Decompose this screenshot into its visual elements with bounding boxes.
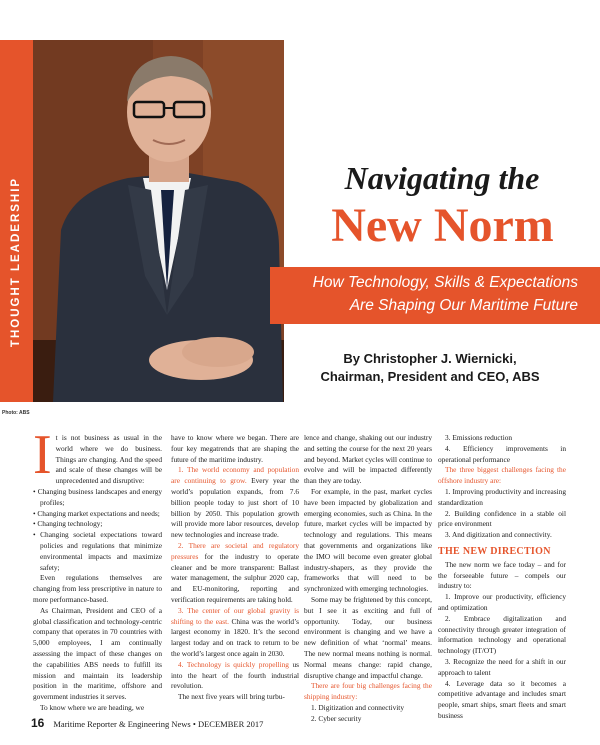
section-heading: THE NEW DIRECTION	[438, 545, 551, 557]
paragraph: have to know where we began. There are four key megatrends that are shaping the future of the maritime industry.	[171, 433, 299, 464]
list-item: 4. Efficiency improvements in operational performance	[438, 443, 566, 464]
page-footer	[31, 714, 263, 732]
bullet-item: • Changing business landscapes and energy profiles;	[33, 486, 162, 507]
paragraph: As Chairman, President and CEO of a global classification and technology-centric company that operates in 70 countries with 5,000 employees, I am continually assessing the impact of these changes on the capabilities ABS needs to fulfill its mission and maintain its leadership position in the maritime, offshore and government industries it serves.	[33, 605, 162, 702]
list-item: 4. Leverage data so it becomes a competitive advantage and includes smart people, smart ships, smart fleets and smart business	[438, 678, 566, 720]
list-item: 3. And digitization and connectivity.	[445, 530, 552, 540]
paragraph: The next five years will bring turbu-	[178, 692, 285, 702]
bullet-item: • Changing technology;	[33, 519, 103, 529]
publication-line: Maritime Reporter & Engineering News • DECEMBER 2017	[53, 719, 264, 729]
list-item: 1. Improving productivity and increasing standardization	[438, 486, 566, 507]
subtitle-line-1: How Technology, Skills & Expectations	[312, 274, 578, 291]
list-item: 3. Recognize the need for a shift in our approach to talent	[438, 656, 566, 677]
article-column-4	[438, 433, 566, 722]
page-number: 16	[31, 716, 45, 730]
trend-text: for the industry to operate cleaner and be more transparent: Ballast water management, the sulphur 2020 cap, and EU-monitoring, reporting and verification requirements are taking hold.	[171, 551, 299, 604]
trend-text: China was the world’s largest economy in 1820. It’s the second largest today and on track to return to be the world’s largest once again in 2030.	[171, 616, 300, 658]
drop-cap: I	[33, 424, 52, 486]
paragraph: The new norm we face today – and for the forseeable future – compels our industry to:	[438, 559, 566, 591]
article-column-2	[171, 433, 299, 703]
byline-name: By Christopher J. Wiernicki,	[343, 351, 517, 366]
paragraph: To know where we are heading, we	[40, 702, 145, 712]
list-item: 1. Digitization and connectivity	[311, 702, 404, 712]
list-item: 3. Emissions reduction	[445, 433, 513, 442]
paragraph: Some may be frightened by this concept, but I see it as exciting and full of opportunity. Today, our business environment is changing and we have a new definition of what ‘normal’ means. The new normal means nothing is normal. Normal means change: rapid change, disruptive change and impactful change.	[304, 594, 432, 680]
headline-line-2: New Norm	[331, 199, 554, 252]
paragraph: Even regulations themselves are changing from less prescriptive in nature to more performance-based.	[33, 573, 162, 604]
paragraph: t is not business as usual in the world where we do business. Things are changing. And the speed and scale of these changes will be unprecedented and disruptive:	[55, 433, 162, 486]
byline-title: Chairman, President and CEO, ABS	[320, 369, 540, 384]
list-item: 2. Cyber security	[311, 713, 362, 723]
trend-item	[171, 541, 299, 606]
paragraph: lence and change, shaking out our industry and setting the course for the next 20 years and beyond. Market cycles will continue to evolve and will be impacted differently than they are today.	[304, 433, 432, 486]
trend-highlight: 3. The center of our global gravity is shifting to the east.	[171, 605, 299, 626]
highlight-paragraph: The three biggest challenges facing the offshore industry are:	[438, 465, 566, 486]
section-label: THOUGHT LEADERSHIP	[10, 176, 22, 348]
portrait-illustration	[33, 40, 284, 402]
bullet-item: • Changing societal expectations toward policies and regulations that minimize environmental impacts and maximize safety;	[33, 530, 162, 572]
headline-line-1: Navigating the	[344, 160, 540, 196]
trend-text: Every year the world’s population expands, from 7.6 billion people today to just short of 10 billion by 2050. This population growth will provide more labor resources, develop new technologies and increase trade.	[171, 476, 299, 540]
list-item: 2. Building confidence in a stable oil price environment	[438, 508, 566, 529]
photo-credit: Photo: ABS	[2, 410, 30, 416]
trend-highlight: 4. Technology is quickly propelling	[178, 659, 289, 669]
trend-text: us into the heart of the fourth industrial revolution.	[171, 659, 299, 691]
subtitle-banner	[270, 267, 600, 324]
author-photo	[33, 40, 284, 402]
paragraph: For example, in the past, market cycles have been impacted by globalization and emerging economies, such as China. In the future, market cycles will be impacted by technology and regulations. This means that governments and organizations like the IMO will become even greater global industry-shapers, as they provide the frameworks that will need to be synchronized with emerging technologies.	[304, 486, 432, 594]
list-item: 2. Embrace digitalization and connectivity through greater integration of information technology and operational technology (IT/OT)	[438, 613, 566, 656]
trend-highlight: 1. The world economy and population are continuing to grow.	[171, 465, 299, 486]
trend-item	[171, 606, 299, 660]
highlight-paragraph: There are four big challenges facing the shipping industry:	[304, 681, 432, 702]
trend-highlight: 2. There are societal and regulatory pressures	[171, 540, 299, 561]
article-column-1	[33, 424, 162, 714]
list-item: 1. Improve our productivity, efficiency and optimization	[438, 592, 566, 612]
bullet-item: • Changing market expectations and needs;	[33, 508, 160, 518]
article-column-3	[304, 433, 432, 725]
trend-item	[171, 465, 299, 541]
trend-item	[171, 660, 299, 692]
subtitle-line-2: Are Shaping Our Maritime Future	[349, 297, 578, 314]
section-sidebar	[0, 40, 33, 402]
